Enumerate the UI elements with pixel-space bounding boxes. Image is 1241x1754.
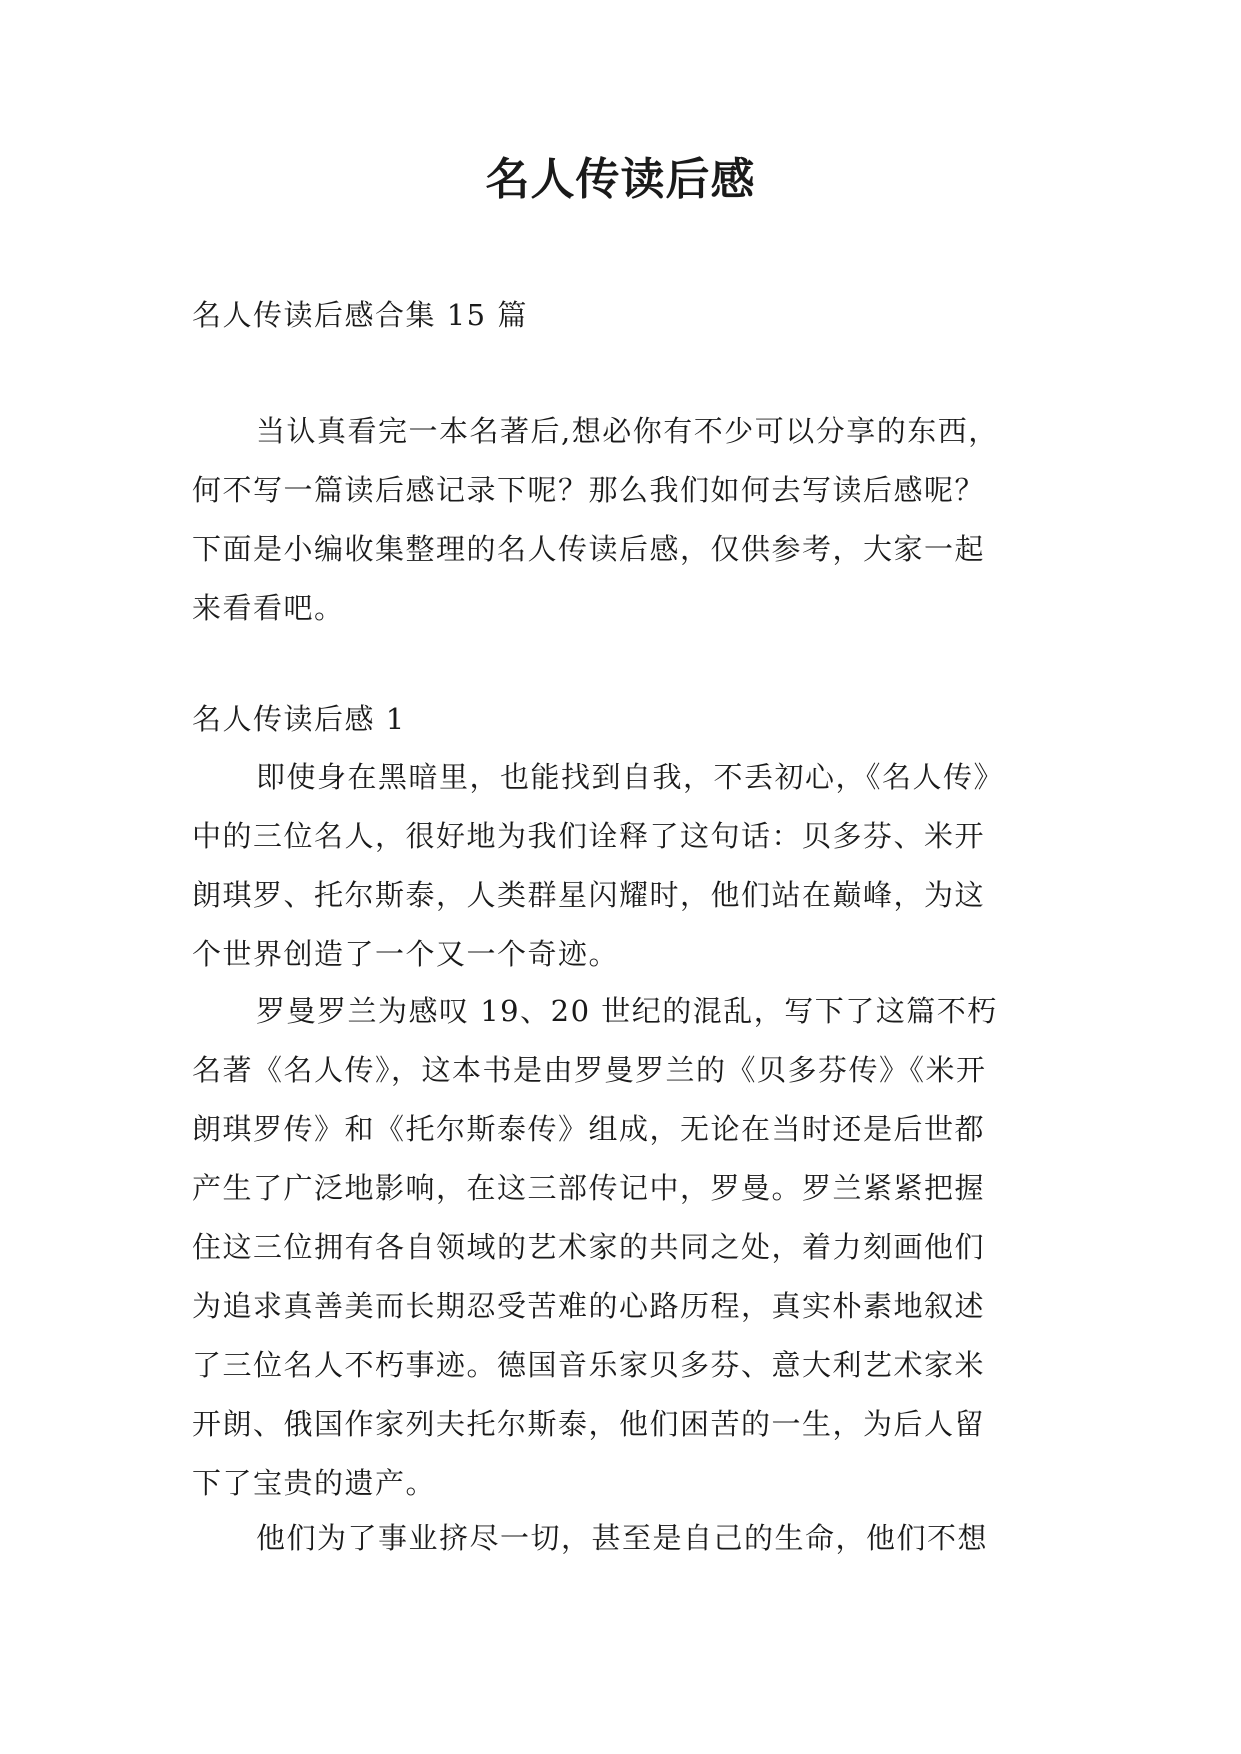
document-title: 名人传读后感 xyxy=(485,154,756,205)
intro-line: 当认真看完一本名著后,想必你有不少可以分享的东西， xyxy=(256,414,999,448)
paragraph-line: 他们为了事业挤尽一切，甚至是自己的生命，他们不想 xyxy=(256,1521,989,1555)
paragraph-line: 个世界创造了一个又一个奇迹。 xyxy=(192,937,620,971)
paragraph-line: 罗曼罗兰为感叹 19、20 世纪的混乱，写下了这篇不朽 xyxy=(256,994,998,1028)
intro-line: 何不写一篇读后感记录下呢？那么我们如何去写读后感呢？ xyxy=(192,473,986,507)
intro-line: 来看看吧。 xyxy=(192,591,345,625)
intro-line: 下面是小编收集整理的名人传读后感，仅供参考，大家一起 xyxy=(192,532,986,566)
paragraph-line: 即使身在黑暗里，也能找到自我，不丢初心，《名人传》 xyxy=(256,760,1005,794)
paragraph-line: 为追求真善美而长期忍受苦难的心路历程，真实朴素地叙述 xyxy=(192,1289,986,1323)
section-heading: 名人传读后感 1 xyxy=(192,702,406,736)
document-subtitle: 名人传读后感合集 15 篇 xyxy=(192,298,528,332)
body-paragraph-1 xyxy=(192,748,1050,984)
body-paragraph-2 xyxy=(192,982,1050,1513)
paragraph-line: 产生了广泛地影响，在这三部传记中，罗曼。罗兰紧紧把握 xyxy=(192,1171,986,1205)
paragraph-line: 开朗、俄国作家列夫托尔斯泰，他们困苦的一生，为后人留 xyxy=(192,1407,986,1441)
intro-paragraph xyxy=(192,402,1050,638)
paragraph-line: 朗琪罗、托尔斯泰，人类群星闪耀时，他们站在巅峰，为这 xyxy=(192,878,986,912)
paragraph-line: 下了宝贵的遗产。 xyxy=(192,1466,437,1500)
body-paragraph-3 xyxy=(192,1509,1050,1568)
paragraph-line: 中的三位名人，很好地为我们诠释了这句话：贝多芬、米开 xyxy=(192,819,986,853)
paragraph-line: 朗琪罗传》和《托尔斯泰传》组成，无论在当时还是后世都 xyxy=(192,1112,986,1146)
paragraph-line: 住这三位拥有各自领域的艺术家的共同之处，着力刻画他们 xyxy=(192,1230,986,1264)
paragraph-line: 了三位名人不朽事迹。德国音乐家贝多芬、意大利艺术家米 xyxy=(192,1348,986,1382)
paragraph-line: 名著《名人传》，这本书是由罗曼罗兰的《贝多芬传》《米开 xyxy=(192,1053,987,1087)
